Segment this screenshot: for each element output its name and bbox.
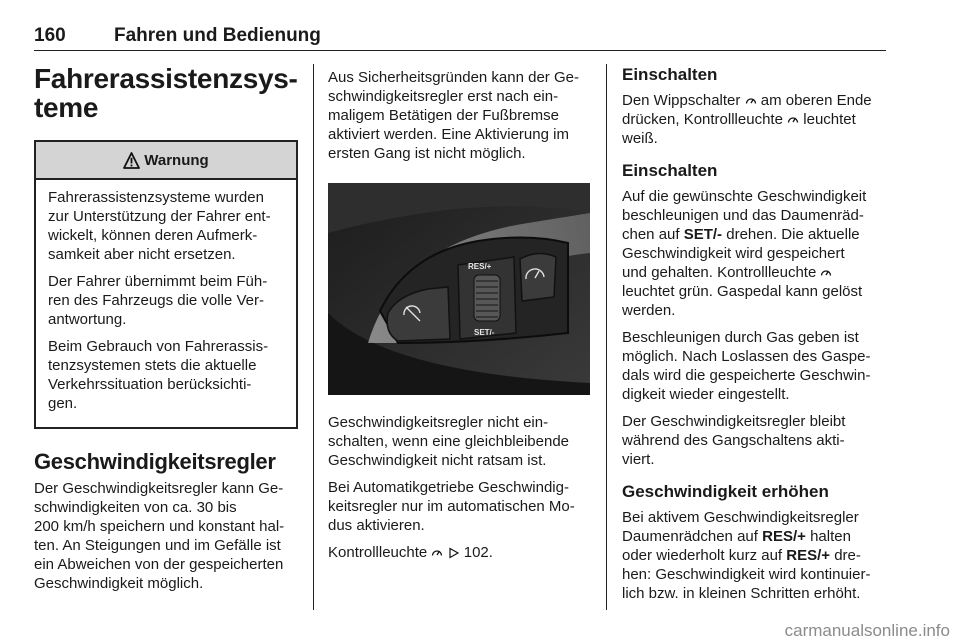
subsection-title: Einschalten <box>622 65 718 84</box>
page-number: 160 <box>34 25 66 46</box>
warning-label: Warnung <box>144 151 209 169</box>
body-paragraph: Der Geschwindigkeitsregler kann Ge- schwindigkeiten von ca. 30 bis 200 km/h speichern und konstant hal- ten. An Steigungen und im Gefälle ist ein Abweichen von der gespeicherten Geschwindigkeit möglich. <box>34 480 285 592</box>
subsection-title: Geschwindigkeit erhöhen <box>622 482 829 501</box>
warning-header <box>36 142 296 180</box>
body-paragraph: Beschleunigen durch Gas geben ist möglich. Nach Loslassen des Gaspe- dals wird die gespeicherte Geschwin- digkeit wieder eingestellt. <box>622 329 871 403</box>
warning-paragraph: Fahrerassistenzsysteme wurden zur Unterstützung der Fahrer ent- wickelt, können deren Aufmerk- samkeit aber nicht ersetzen. <box>48 189 271 263</box>
column-divider <box>606 64 607 610</box>
warning-icon <box>123 152 140 169</box>
column-middle <box>328 64 592 570</box>
svg-text:RES/+: RES/+ <box>468 262 492 271</box>
cruise-control-icon <box>787 114 799 125</box>
column-divider <box>313 64 314 610</box>
body-paragraph: Aus Sicherheitsgründen kann der Ge- schwindigkeitsregler erst nach ein- maligem Betätigen der Fußbremse aktiviert werden. Eine Aktivierung im ersten Gang ist nicht möglich. <box>328 69 579 162</box>
subsection-title: Geschwindigkeitsregler <box>34 449 276 474</box>
warning-paragraph: Der Fahrer übernimmt beim Füh- ren des Fahrzeugs die volle Ver- antwortung. <box>48 273 268 328</box>
column-left <box>34 64 298 601</box>
cruise-control-icon <box>745 95 757 106</box>
warning-paragraph: Beim Gebrauch von Fahrerassis- tenzsystemen stets die aktuelle Verkehrssituation berücksichti- gen. <box>48 338 269 412</box>
steering-wheel-photo <box>328 183 590 395</box>
body-paragraph: Kontrollleuchte 102. <box>328 544 493 561</box>
body-paragraph: Bei Automatikgetriebe Geschwindig- keitsregler nur im automatischen Mo- dus aktivieren. <box>328 479 575 534</box>
section-title: Fahrerassistenzsys- teme <box>34 63 298 123</box>
body-paragraph: Der Geschwindigkeitsregler bleibt während des Gangschaltens akti- viert. <box>622 413 846 468</box>
body-paragraph: Bei aktivem Geschwindigkeitsregler Daumenrädchen auf RES/+ halten oder wiederholt kurz auf RES/+ dre- hen: Geschwindigkeit wird kontinuier- lich bzw. in kleinen Schritten erhöht. <box>622 509 871 602</box>
cruise-control-icon <box>431 547 443 558</box>
reference-arrow-icon <box>448 547 460 559</box>
cruise-control-icon <box>820 267 832 278</box>
body-paragraph: Den Wippschalter am oberen Ende drücken, Kontrollleuchte leuchtet weiß. <box>622 92 872 147</box>
subsection-title: Einschalten <box>622 161 718 180</box>
watermark: carmanualsonline.info <box>784 621 950 640</box>
chapter-title: Fahren und Bedienung <box>114 25 321 46</box>
svg-text:SET/-: SET/- <box>474 328 495 337</box>
column-right <box>622 64 890 611</box>
body-paragraph: Auf die gewünschte Geschwindigkeit beschleunigen und das Daumenräd- chen auf SET/- drehen. Die aktuelle Geschwindigkeit wird gespeichert und gehalten. Kontrollleuchte leuchtet grün. Gaspedal kann gelöst werden. <box>622 188 867 319</box>
body-paragraph: Geschwindigkeitsregler nicht ein- schalten, wenn eine gleichbleibende Geschwindigkeit nicht ratsam ist. <box>328 414 570 469</box>
page-header <box>34 22 886 51</box>
warning-box <box>34 140 298 429</box>
